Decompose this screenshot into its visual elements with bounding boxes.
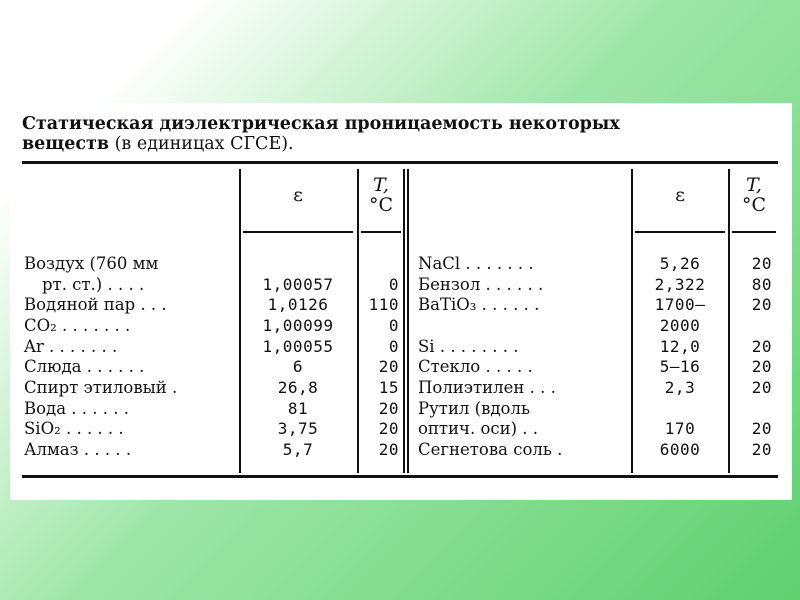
left-t-3: 0 [388, 316, 399, 335]
right-t-6: 20 [751, 378, 772, 397]
right-eps-3: 2000 [659, 316, 701, 335]
left-name-3: CO₂ . . . . . . . [24, 316, 131, 335]
right-eps-9: 6000 [659, 440, 701, 459]
right-name-7: Рутил (вдоль [418, 399, 530, 418]
right-eps-5: 5—16 [659, 357, 701, 376]
right-name-4: Si . . . . . . . . [418, 337, 519, 356]
left-name-6: Спирт этиловый . [24, 378, 178, 397]
divider-left-t [357, 169, 359, 473]
right-t-5: 20 [751, 357, 772, 376]
left-t-6: 15 [378, 378, 399, 397]
left-eps-7: 81 [287, 399, 309, 418]
top-rule [22, 161, 778, 164]
right-name-1: Бензол . . . . . . [418, 275, 544, 294]
left-eps-6: 26,8 [277, 378, 319, 397]
right-name-5: Стекло . . . . . [418, 357, 533, 376]
left-eps-9: 5,7 [282, 440, 314, 459]
right-eps-2: 1700— [654, 295, 706, 314]
left-t-4: 0 [388, 337, 399, 356]
left-t-2: 110 [368, 295, 399, 314]
divider-double-a [403, 169, 405, 473]
header-rule-right-t [732, 231, 776, 233]
left-eps-4: 1,00055 [262, 337, 334, 356]
divider-left-eps [239, 169, 241, 473]
right-name-0: NaCl . . . . . . . [418, 254, 534, 273]
left-eps-1: 1,00057 [262, 275, 334, 294]
left-name-0: Воздух (760 мм [24, 254, 159, 273]
document-scan [10, 103, 792, 500]
table-caption-line-2: веществ (в единицах СГСЕ). [22, 134, 294, 154]
left-t-7: 20 [378, 399, 399, 418]
header-rule-left-eps [243, 231, 353, 233]
left-eps-8: 3,75 [277, 419, 319, 438]
header-eps-right: ε [675, 184, 685, 206]
right-name-2: BaTiO₃ . . . . . . [418, 295, 540, 314]
left-name-7: Вода . . . . . . [24, 399, 129, 418]
left-name-5: Слюда . . . . . . [24, 357, 145, 376]
left-eps-5: 6 [292, 357, 304, 376]
right-name-9: Сегнетова соль . [418, 440, 563, 459]
header-unit-right: °C [741, 194, 767, 216]
left-t-1: 0 [388, 275, 399, 294]
right-t-9: 20 [751, 440, 772, 459]
header-t-left: T, [373, 174, 389, 196]
right-t-0: 20 [751, 254, 772, 273]
right-name-8: оптич. оси) . . [418, 419, 539, 438]
header-rule-left-t [361, 231, 401, 233]
right-eps-1: 2,322 [654, 275, 706, 294]
header-eps-left: ε [293, 184, 303, 206]
right-name-6: Полиэтилен . . . [418, 378, 556, 397]
left-t-8: 20 [378, 419, 399, 438]
left-name-1: рт. ст.) . . . . [42, 275, 145, 294]
header-unit-left: °C [368, 194, 394, 216]
left-t-9: 20 [378, 440, 399, 459]
left-eps-3: 1,00099 [262, 316, 334, 335]
right-eps-6: 2,3 [664, 378, 696, 397]
right-t-8: 20 [751, 419, 772, 438]
left-eps-2: 1,0126 [267, 295, 329, 314]
divider-right-t [728, 169, 730, 473]
left-name-2: Водяной пар . . . [24, 295, 167, 314]
right-t-2: 20 [751, 295, 772, 314]
left-t-5: 20 [378, 357, 399, 376]
left-name-8: SiO₂ . . . . . . [24, 419, 124, 438]
table-caption-line-1: Статическая диэлектрическая проницаемость некоторых [22, 114, 620, 134]
bottom-rule [22, 475, 778, 478]
left-name-9: Алмаз . . . . . [24, 440, 132, 459]
right-t-4: 20 [751, 337, 772, 356]
header-rule-right-eps [635, 231, 725, 233]
right-eps-0: 5,26 [659, 254, 701, 273]
right-eps-4: 12,0 [659, 337, 701, 356]
header-t-right: T, [746, 174, 762, 196]
right-eps-8: 170 [664, 419, 696, 438]
divider-right-eps [631, 169, 633, 473]
divider-double-b [407, 169, 409, 473]
left-name-4: Ar . . . . . . . [24, 337, 118, 356]
right-t-1: 80 [751, 275, 772, 294]
